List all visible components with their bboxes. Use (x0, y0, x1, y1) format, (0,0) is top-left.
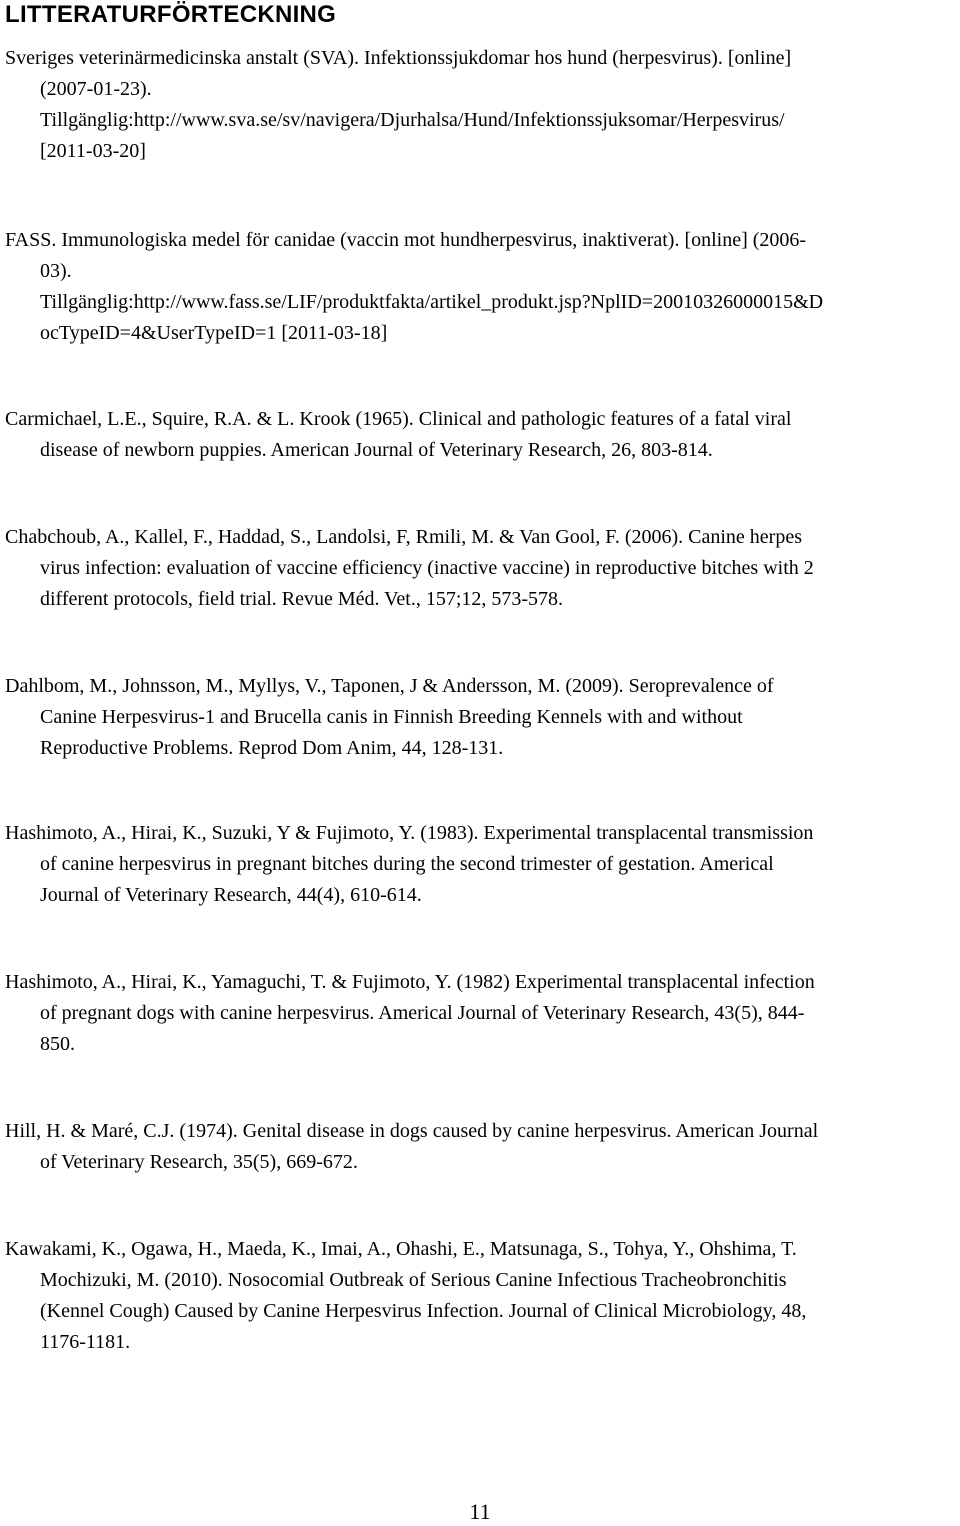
reference-line: FASS. Immunologiska medel för canidae (vaccin mot hundherpesvirus, inaktiverat). [online] (2006- (5, 229, 807, 251)
reference-line: of Veterinary Research, 35(5), 669-672. (40, 1151, 358, 1173)
reference-line: of pregnant dogs with canine herpesvirus. Americal Journal of Veterinary Research, 43(5), 844- (40, 1002, 805, 1024)
reference-entry-kawakami (5, 1234, 953, 1358)
reference-line: of canine herpesvirus in pregnant bitches during the second trimester of gestation. Americal (40, 853, 774, 875)
reference-line: disease of newborn puppies. American Journal of Veterinary Research, 26, 803-814. (40, 439, 713, 461)
reference-line: 1176-1181. (40, 1331, 131, 1353)
reference-line: Reproductive Problems. Reprod Dom Anim, 44, 128-131. (40, 737, 504, 759)
reference-line: Journal of Veterinary Research, 44(4), 610-614. (40, 884, 422, 906)
reference-line: 03). (40, 260, 72, 282)
page-number: 11 (469, 1499, 491, 1524)
reference-line: Hill, H. & Maré, C.J. (1974). Genital disease in dogs caused by canine herpesvirus. American Journal (5, 1120, 819, 1142)
reference-line: Hashimoto, A., Hirai, K., Yamaguchi, T. & Fujimoto, Y. (1982) Experimental transplacental infection (5, 971, 815, 993)
reference-line: virus infection: evaluation of vaccine efficiency (inactive vaccine) in reproductive bitches with 2 (40, 557, 814, 579)
reference-line: (Kennel Cough) Caused by Canine Herpesvirus Infection. Journal of Clinical Microbiology, 48, (40, 1300, 807, 1322)
reference-line: Hashimoto, A., Hirai, K., Suzuki, Y & Fujimoto, Y. (1983). Experimental transplacental transmission (5, 822, 814, 844)
reference-entry-chabchoub (5, 522, 953, 615)
reference-line: [2011-03-20] (40, 140, 146, 162)
reference-line: 850. (40, 1033, 75, 1055)
reference-entry-fass (5, 225, 953, 349)
reference-line: Tillgänglig:http://www.sva.se/sv/navigera/Djurhalsa/Hund/Infektionssjuksomar/Herpesvirus/ (40, 109, 785, 131)
reference-line: Tillgänglig:http://www.fass.se/LIF/produktfakta/artikel_produkt.jsp?NplID=20010326000015&D (40, 291, 824, 313)
reference-line: ocTypeID=4&UserTypeID=1 [2011-03-18] (40, 322, 388, 344)
reference-line: (2007-01-23). (40, 78, 152, 100)
reference-entry-hashimoto-1983 (5, 818, 953, 911)
reference-entry-hashimoto-1982 (5, 967, 953, 1060)
reference-entry-dahlbom (5, 671, 953, 764)
reference-line: different protocols, field trial. Revue Méd. Vet., 157;12, 573-578. (40, 588, 564, 610)
reference-line: Sveriges veterinärmedicinska anstalt (SVA). Infektionssjukdomar hos hund (herpesvirus). [online] (5, 47, 792, 69)
reference-line: Carmichael, L.E., Squire, R.A. & L. Krook (1965). Clinical and pathologic features of a fatal viral (5, 408, 792, 430)
reference-entry-sva (5, 43, 953, 167)
reference-line: Mochizuki, M. (2010). Nosocomial Outbreak of Serious Canine Infectious Tracheobronchitis (40, 1269, 787, 1291)
reference-line: Canine Herpesvirus-1 and Brucella canis in Finnish Breeding Kennels with and without (40, 706, 743, 728)
reference-entry-hill (5, 1116, 953, 1178)
reference-line: Chabchoub, A., Kallel, F., Haddad, S., Landolsi, F, Rmili, M. & Van Gool, F. (2006). Canine herpes (5, 526, 802, 548)
reference-entry-carmichael (5, 404, 953, 466)
reference-line: Kawakami, K., Ogawa, H., Maeda, K., Imai, A., Ohashi, E., Matsunaga, S., Tohya, Y., Ohshima, T. (5, 1238, 797, 1260)
reference-line: Dahlbom, M., Johnsson, M., Myllys, V., Taponen, J & Andersson, M. (2009). Seroprevalence of (5, 675, 774, 697)
page-heading: LITTERATURFÖRTECKNING (5, 1, 337, 28)
